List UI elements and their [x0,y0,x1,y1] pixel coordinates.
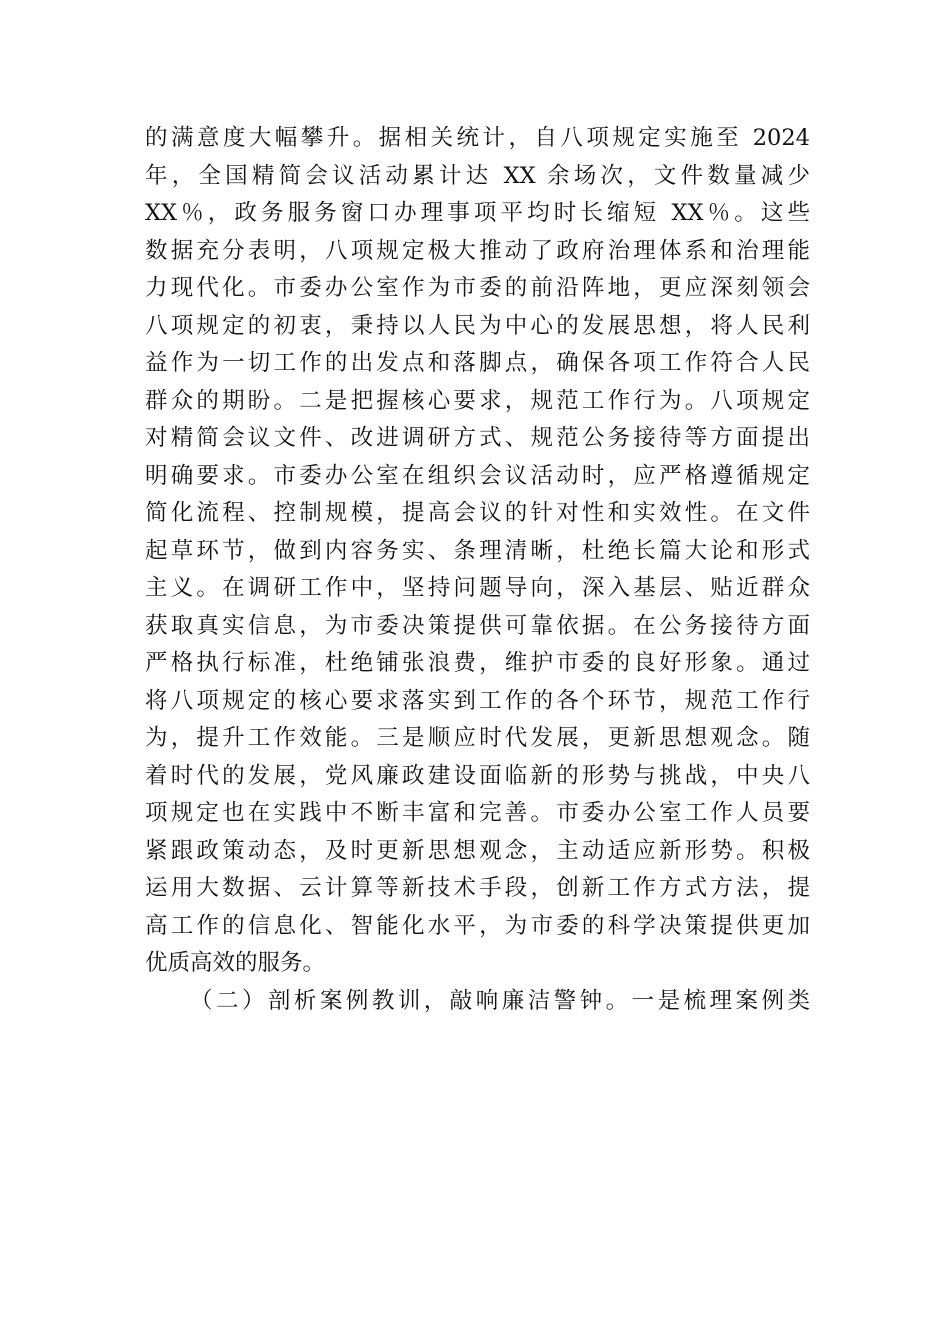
text-line: 的满意度大幅攀升。据相关统计，自八项规定实施至 2024 [145,125,810,151]
text-line: 简化流程、控制规模，提高会议的针对性和实效性。在文件 [145,500,810,526]
text-line: 数据充分表明，八项规定极大推动了政府治理体系和治理能 [145,237,810,264]
text-line: 年，全国精简会议活动累计达 XX 余场次，文件数量减少 [145,162,810,189]
text-line: 群众的期盼。二是把握核心要求，规范工作行为。八项规定 [145,387,810,414]
text-line: 紧跟政策动态，及时更新思想观念，主动适应新形势。积极 [145,837,810,864]
text-line: 运用大数据、云计算等新技术手段，创新工作方式方法，提 [145,875,810,901]
paragraph-end-line: 优质高效的服务。 [145,950,326,976]
text-line: 对精简会议文件、改进调研方式、规范公务接待等方面提出 [145,425,810,451]
text-line: 项规定也在实践中不断丰富和完善。市委办公室工作人员要 [145,800,810,826]
text-line: 力现代化。市委办公室作为市委的前沿阵地，更应深刻领会 [145,275,810,301]
text-line: XX％，政务服务窗口办理事项平均时长缩短 XX％。这些 [145,200,810,226]
text-line: 主义。在调研工作中，坚持问题导向，深入基层、贴近群众 [145,575,810,601]
text-line: 将八项规定的核心要求落实到工作的各个环节，规范工作行 [145,687,810,714]
body-text [145,120,810,1020]
text-line: 为，提升工作效能。三是顺应时代发展，更新思想观念。随 [145,725,810,751]
text-line: 高工作的信息化、智能化水平，为市委的科学决策提供更加 [145,912,810,939]
text-line: 获取真实信息，为市委决策提供可靠依据。在公务接待方面 [145,612,810,639]
section-heading-line: （二）剖析案例教训，敲响廉洁警钟。一是梳理案例类 [190,987,810,1014]
text-line: 八项规定的初衷，秉持以人民为中心的发展思想，将人民利 [145,312,810,339]
text-line: 着时代的发展，党风廉政建设面临新的形势与挑战，中央八 [145,762,810,789]
text-line: 严格执行标准，杜绝铺张浪费，维护市委的良好形象。通过 [145,650,810,676]
text-line: 益作为一切工作的出发点和落脚点，确保各项工作符合人民 [145,350,810,376]
text-line: 明确要求。市委办公室在组织会议活动时，应严格遵循规定 [145,462,810,489]
text-line: 起草环节，做到内容务实、条理清晰，杜绝长篇大论和形式 [145,537,810,564]
